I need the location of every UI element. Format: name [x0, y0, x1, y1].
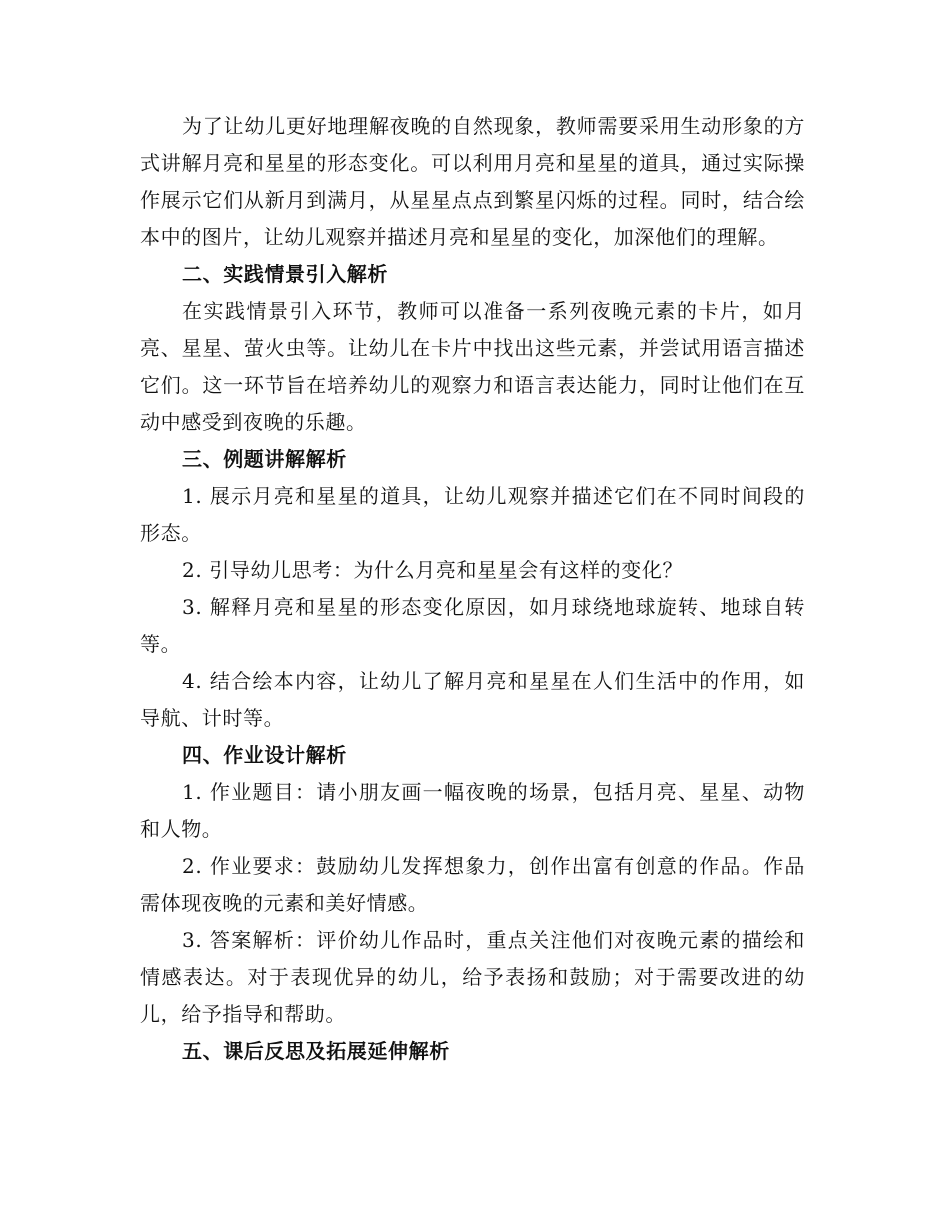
- section-heading: 五、课后反思及拓展延伸解析: [182, 1039, 450, 1063]
- list-item: 1. 展示月亮和星星的道具，让幼儿观察并描述它们在不同时间段的形态。: [140, 484, 805, 545]
- body-paragraph: 为了让幼儿更好地理解夜晚的自然现象，教师需要采用生动形象的方式讲解月亮和星星的形态变化。可以利用月亮和星星的道具，通过实际操作展示它们从新月到满月，从星星点点到繁星闪烁的过程。同时，结合绘本中的图片，让幼儿观察并描述月亮和星星的变化，加深他们的理解。: [140, 114, 805, 249]
- list-item: 4. 结合绘本内容，让幼儿了解月亮和星星在人们生活中的作用，如导航、计时等。: [140, 669, 805, 730]
- list-item: 3. 答案解析：评价幼儿作品时，重点关注他们对夜晚元素的描绘和情感表达。对于表现优异的幼儿，给予表扬和鼓励；对于需要改进的幼儿，给予指导和帮助。: [140, 928, 805, 1026]
- list-item: 2. 作业要求：鼓励幼儿发挥想象力，创作出富有创意的作品。作品需体现夜晚的元素和美好情感。: [140, 854, 805, 915]
- body-paragraph: 在实践情景引入环节，教师可以准备一系列夜晚元素的卡片，如月亮、星星、萤火虫等。让幼儿在卡片中找出这些元素，并尝试用语言描述它们。这一环节旨在培养幼儿的观察力和语言表达能力，同时让他们在互动中感受到夜晚的乐趣。: [140, 299, 805, 434]
- list-item: 1. 作业题目：请小朋友画一幅夜晚的场景，包括月亮、星星、动物和人物。: [140, 780, 805, 841]
- section-heading: 二、实践情景引入解析: [182, 262, 388, 286]
- document-body: [140, 108, 805, 1070]
- section-heading: 四、作业设计解析: [182, 743, 347, 767]
- list-item: 2. 引导幼儿思考：为什么月亮和星星会有这样的变化？: [182, 558, 684, 582]
- section-heading: 三、例题讲解解析: [182, 447, 347, 471]
- list-item: 3. 解释月亮和星星的形态变化原因，如月球绕地球旋转、地球自转等。: [140, 595, 805, 656]
